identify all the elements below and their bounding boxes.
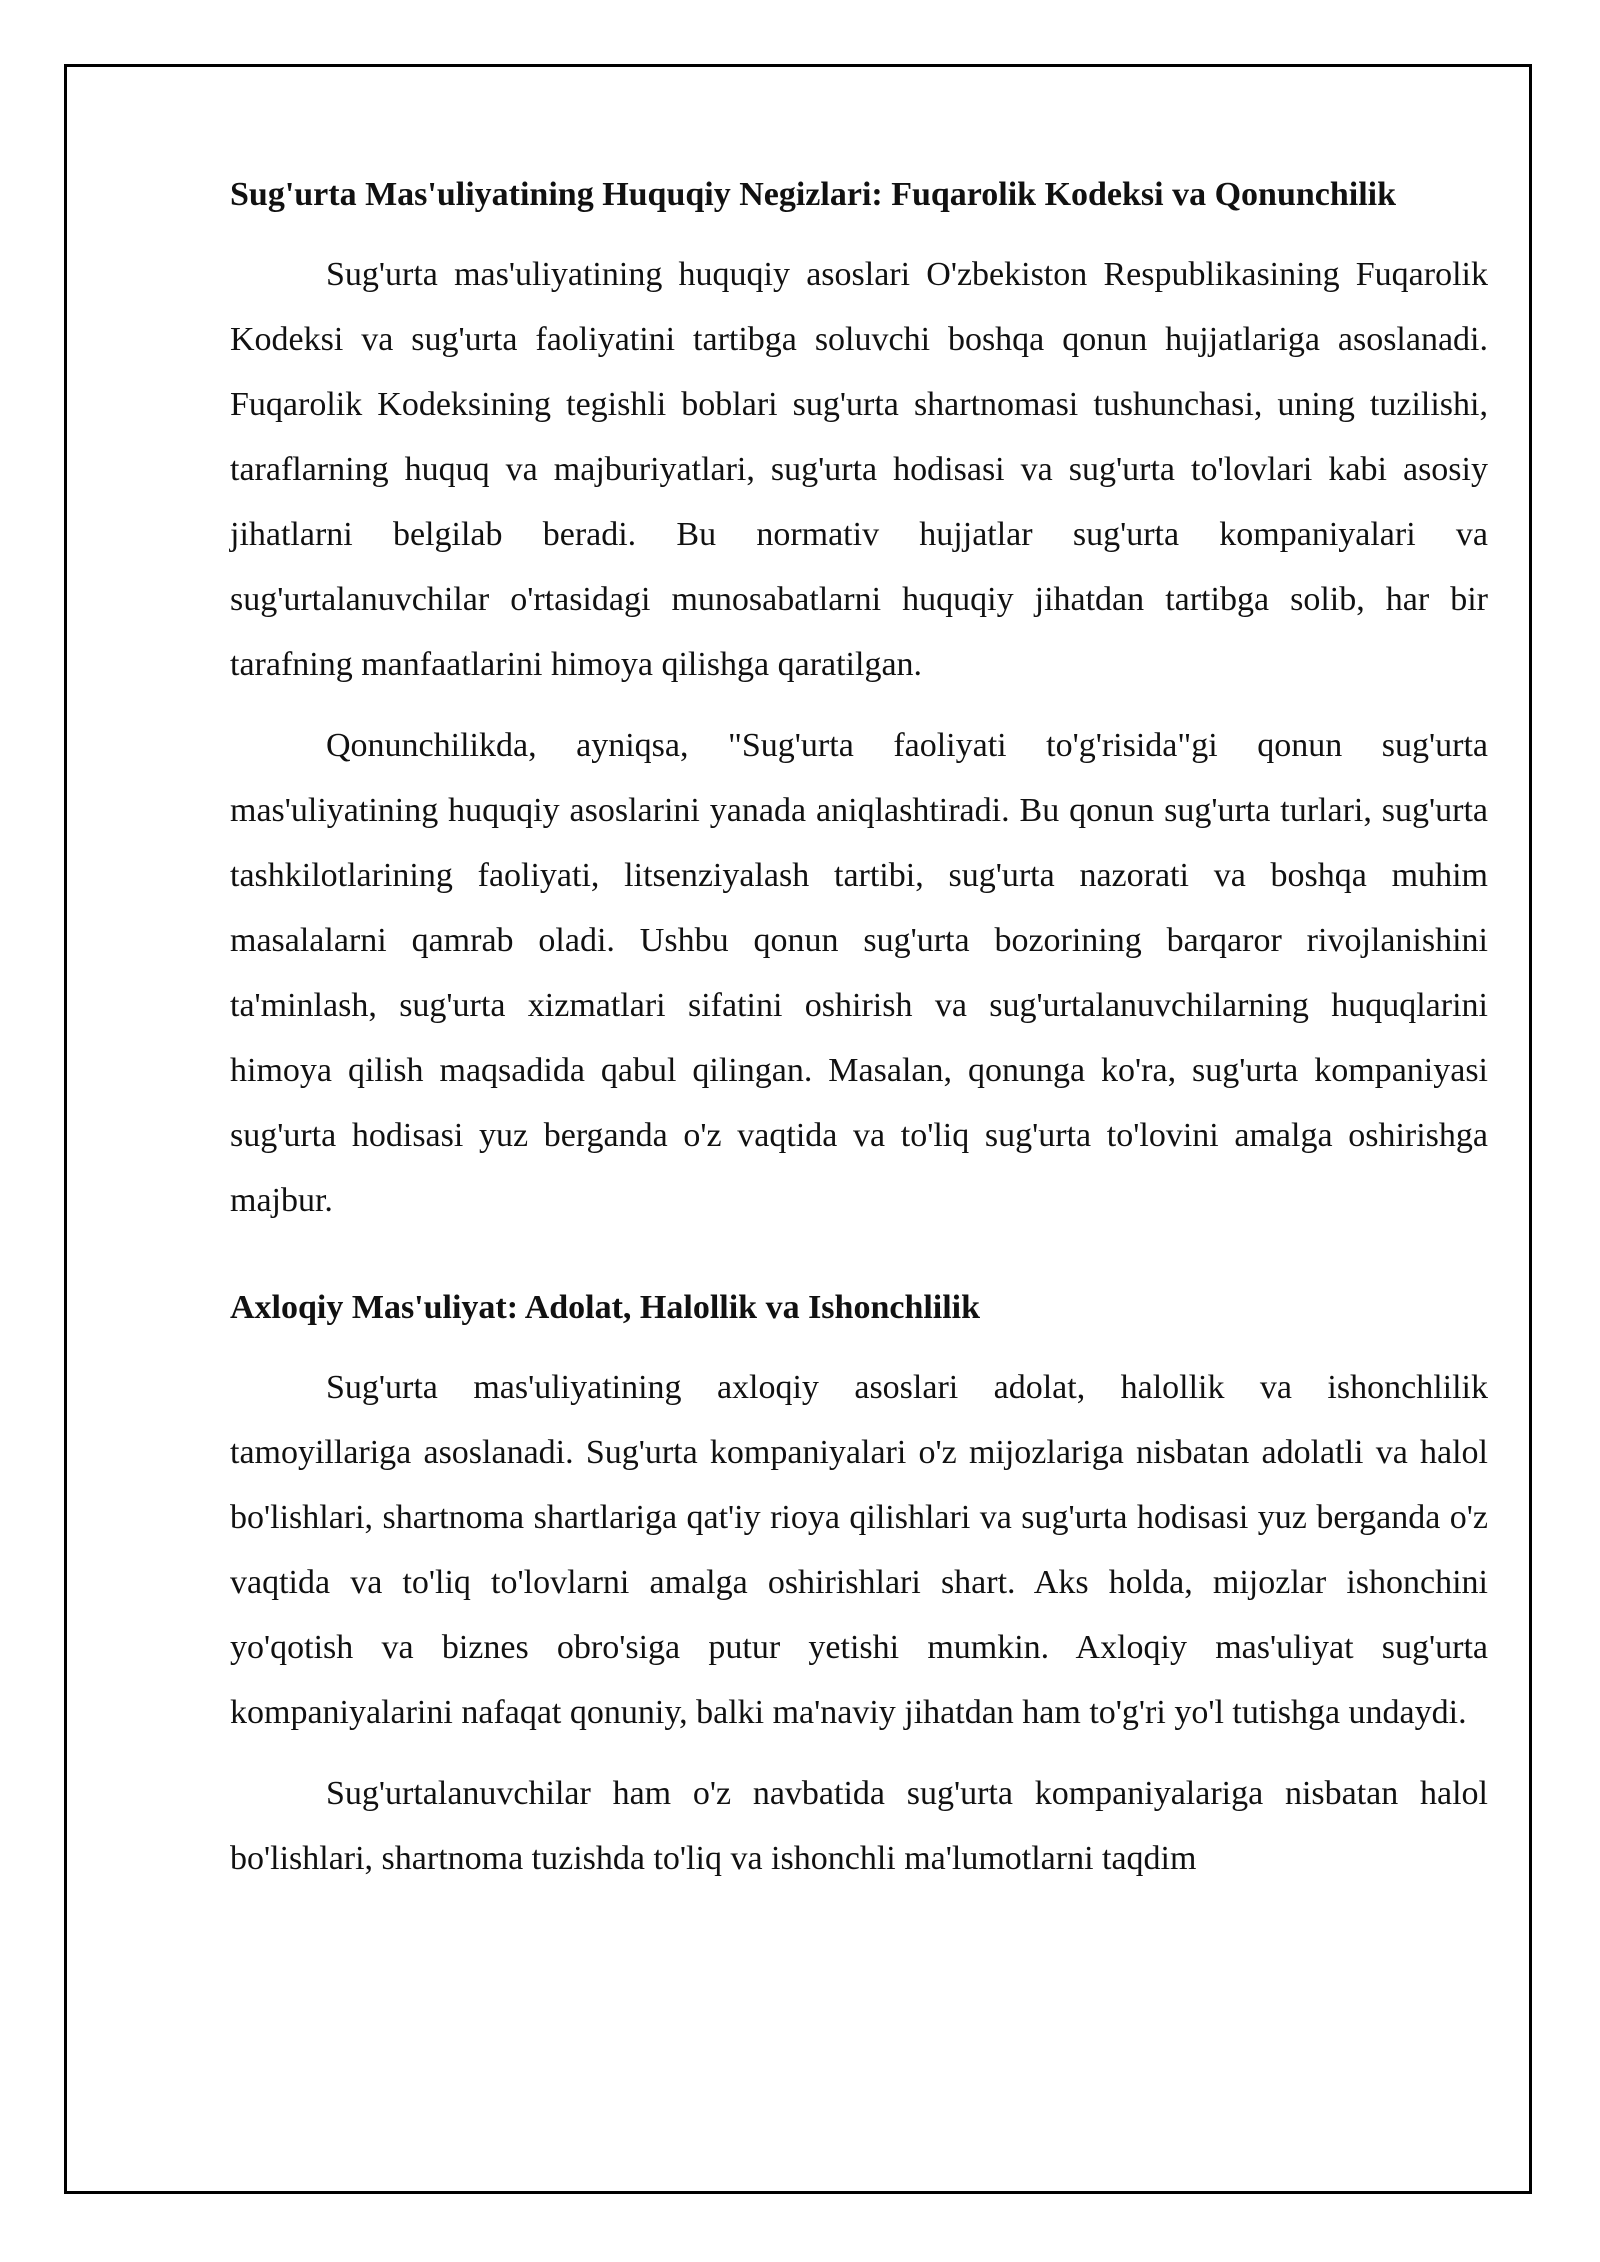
- document-body: [230, 170, 1488, 1907]
- paragraph-ethical-basis: Sug'urta mas'uliyatining axloqiy asoslari adolat, halollik va ishonchlilik tamoyillariga asoslanadi. Sug'urta kompaniyalari o'z mijozlariga nisbatan adolatli va halol bo'lishlari, shartnoma shartlariga qat'iy rioya qilishlari va sug'urta hodisasi yuz berganda o'z vaqtida va to'liq to'lovlarni amalga oshirishlari shart. Aks holda, mijozlar ishonchini yo'qotish va biznes obro'siga putur yetishi mumkin. Axloqiy mas'uliyat sug'urta kompaniyalarini nafaqat qonuniy, balki ma'naviy jihatdan ham to'g'ri yo'l tutishga undaydi.: [230, 1369, 1488, 1731]
- paragraph-insured-duties: Sug'urtalanuvchilar ham o'z navbatida sug'urta kompaniyalariga nisbatan halol bo'lishlari, shartnoma tuzishda to'liq va ishonchli ma'lumotlarni taqdim: [230, 1775, 1488, 1877]
- paragraph-legal-basis: Sug'urta mas'uliyatining huquqiy asoslari O'zbekiston Respublikasining Fuqarolik Kodeksi va sug'urta faoliyatini tartibga soluvchi boshqa qonun hujjatlariga asoslanadi. Fuqarolik Kodeksining tegishli boblari sug'urta shartnomasi tushunchasi, uning tuzilishi, taraflarning huquq va majburiyatlari, sug'urta hodisasi va sug'urta to'lovlari kabi asosiy jihatlarni belgilab beradi. Bu normativ hujjatlar sug'urta kompaniyalari va sug'urtalanuvchilar o'rtasidagi munosabatlarni huquqiy jihatdan tartibga solib, har bir tarafning manfaatlarini himoya qilishga qaratilgan.: [230, 256, 1488, 683]
- section-heading-legal: Sug'urta Mas'uliyatining Huquqiy Negizlari: Fuqarolik Kodeksi va Qonunchilik: [230, 176, 1397, 213]
- paragraph-insurance-law: Qonunchilikda, ayniqsa, "Sug'urta faoliyati to'g'risida"gi qonun sug'urta mas'uliyatining huquqiy asoslarini yanada aniqlashtiradi. Bu qonun sug'urta turlari, sug'urta tashkilotlarining faoliyati, litsenziyalash tartibi, sug'urta nazorati va boshqa muhim masalalarni qamrab oladi. Ushbu qonun sug'urta bozorining barqaror rivojlanishini ta'minlash, sug'urta xizmatlari sifatini oshirish va sug'urtalanuvchilarning huquqlarini himoya qilish maqsadida qabul qilingan. Masalan, qonunga ko'ra, sug'urta kompaniyasi sug'urta hodisasi yuz berganda o'z vaqtida va to'liq sug'urta to'lovini amalga oshirishga majbur.: [230, 727, 1488, 1219]
- section-heading-ethical: Axloqiy Mas'uliyat: Adolat, Halollik va Ishonchlilik: [230, 1289, 981, 1326]
